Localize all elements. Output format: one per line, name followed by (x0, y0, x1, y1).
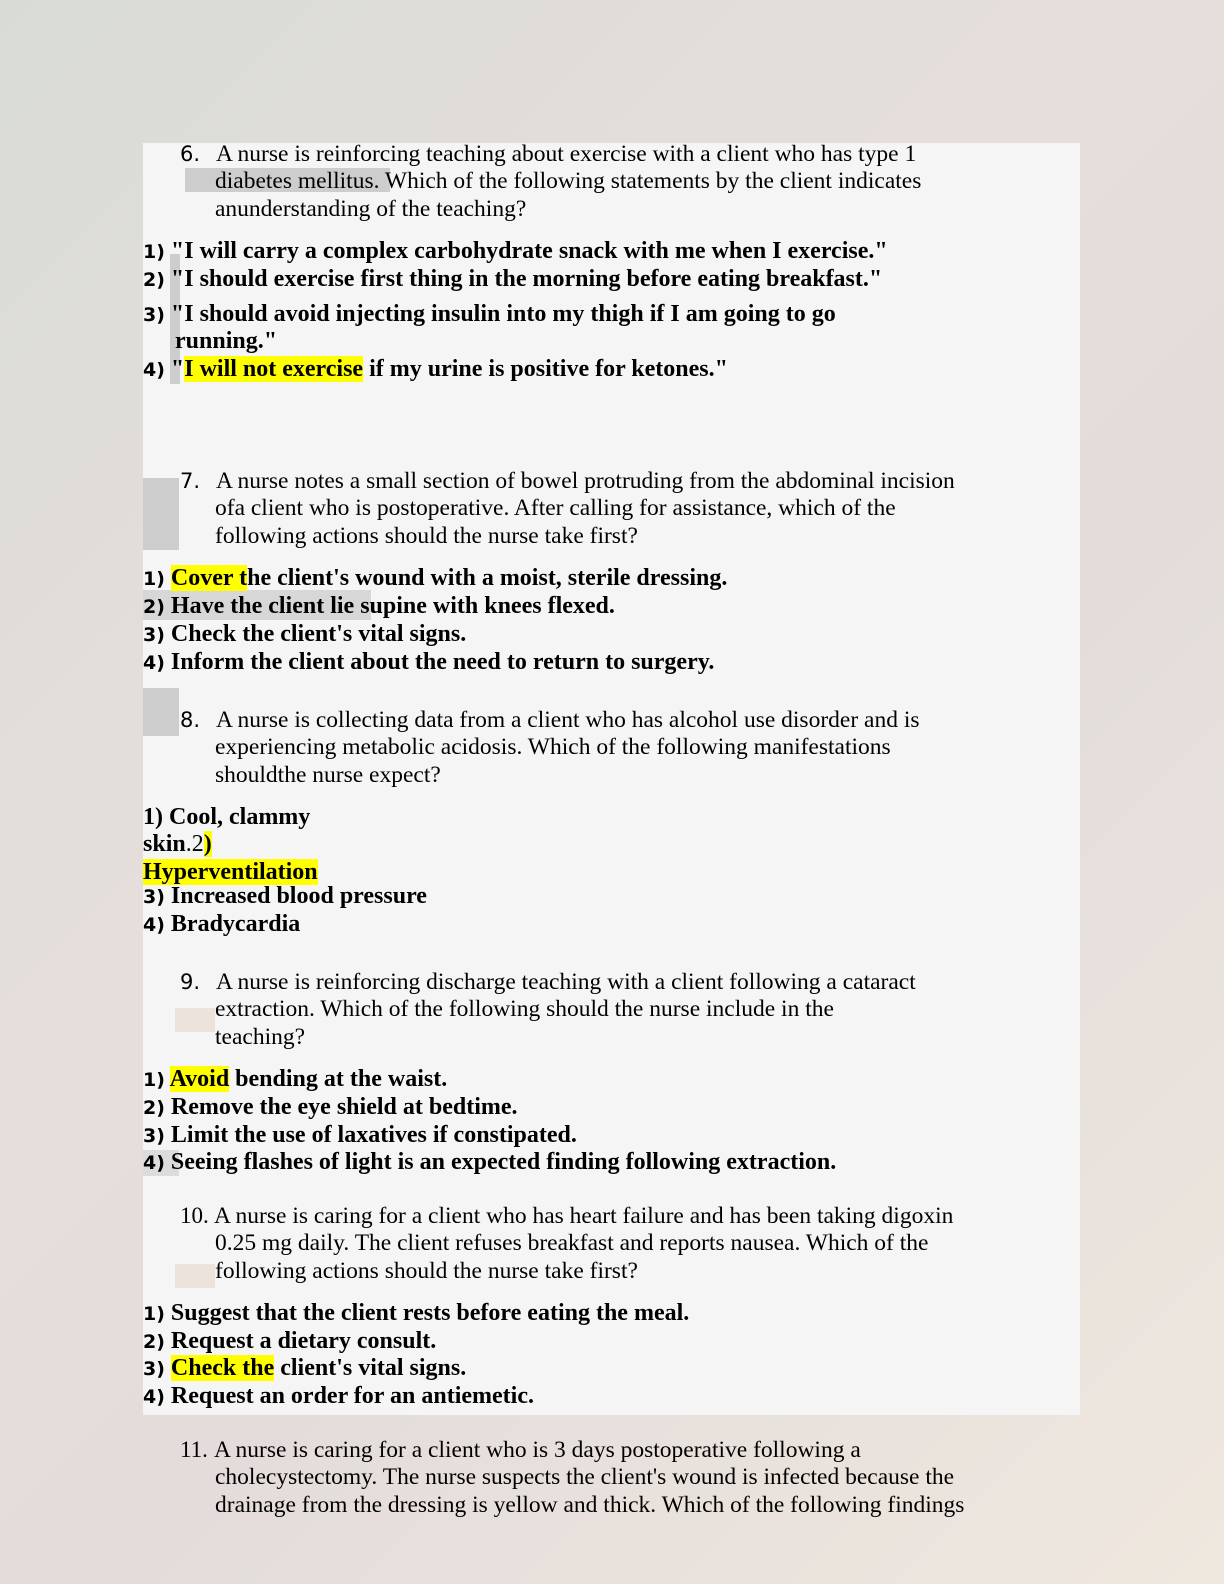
stem-line: teaching? (215, 1024, 306, 1050)
stem-line: A nurse is reinforcing teaching about exercise with a client who has type 1 (216, 141, 917, 167)
highlighted-text: Check the (170, 1355, 275, 1381)
answer-option[interactable]: 2) "I should exercise first thing in the morning before eating breakfast." (143, 266, 883, 292)
answer-option[interactable]: 4) Seeing flashes of light is an expected finding following extraction. (143, 1149, 837, 1175)
answer-option[interactable]: 1) Avoid bending at the waist. (143, 1066, 448, 1092)
scan-shade (175, 1008, 215, 1032)
stem-line: extraction. Which of the following should the nurse include in the (215, 996, 834, 1022)
answer-option[interactable]: 4) Request an order for an antiemetic. (143, 1383, 534, 1409)
stem-line: following actions should the nurse take first? (215, 1258, 638, 1284)
answer-option[interactable]: 2) Have the client lie supine with knees flexed. (143, 593, 615, 619)
highlighted-text: Avoid (169, 1066, 230, 1092)
scan-shade (175, 1264, 215, 1288)
question-number: 10. (180, 1203, 209, 1228)
answer-option[interactable]: 4) "I will not exercise if my urine is positive for ketones." (143, 356, 728, 382)
question-number: 9. (180, 970, 201, 994)
answer-option[interactable]: 4) Bradycardia (143, 911, 301, 937)
answer-option[interactable]: 1) Cover the client's wound with a moist, sterile dressing. (143, 565, 728, 591)
question-stem (180, 1202, 1060, 1230)
stem-line: following actions should the nurse take first? (215, 523, 638, 549)
stem-line: A nurse is reinforcing discharge teaching with a client following a cataract (216, 969, 916, 995)
stem-line: A nurse is collecting data from a client who has alcohol use disorder and is (216, 707, 920, 733)
question-number: 8. (180, 708, 201, 732)
answer-option[interactable]: 2) Remove the eye shield at bedtime. (143, 1094, 518, 1120)
question-stem (180, 140, 1060, 168)
highlighted-text: Cover t (170, 565, 248, 591)
stem-line: drainage from the dressing is yellow and thick. Which of the following findings (215, 1492, 965, 1518)
answer-option[interactable]: 1) "I will carry a complex carbohydrate snack with me when I exercise." (143, 238, 888, 264)
scan-shade (143, 478, 179, 550)
stem-line: shouldthe nurse expect? (215, 762, 441, 788)
stem-line: cholecystectomy. The nurse suspects the client's wound is infected because the (215, 1464, 955, 1490)
stem-line: anunderstanding of the teaching? (215, 196, 527, 222)
answer-option[interactable]: 3) "I should avoid injecting insulin into my thigh if I am going to go (143, 301, 836, 327)
highlighted-text: ) (203, 831, 212, 857)
answer-option[interactable]: 3) Limit the use of laxatives if constipated. (143, 1122, 577, 1148)
answer-option-continuation: running." (175, 328, 278, 354)
answer-option[interactable]: 2) Request a dietary consult. (143, 1328, 437, 1354)
stem-line: A nurse is caring for a client who is 3 days postoperative following a (214, 1437, 861, 1463)
question-number: 6. (180, 142, 201, 166)
question-stem (180, 1436, 1060, 1464)
stem-line: ofa client who is postoperative. After calling for assistance, which of the (215, 495, 896, 521)
answer-option[interactable]: 1) Suggest that the client rests before eating the meal. (143, 1300, 690, 1326)
question-stem (180, 968, 1060, 996)
question-stem (180, 706, 1060, 734)
question-stem (180, 467, 1060, 495)
scan-shade (143, 688, 179, 736)
question-number: 11. (180, 1437, 208, 1462)
highlighted-text: Hyperventilation (143, 859, 318, 885)
stem-line: 0.25 mg daily. The client refuses breakfast and reports nausea. Which of the (215, 1230, 929, 1256)
answer-option[interactable]: 3) Check the client's vital signs. (143, 1355, 467, 1381)
answer-option[interactable]: 3) Check the client's vital signs. (143, 621, 467, 647)
stem-line: A nurse notes a small section of bowel protruding from the abdominal incision (216, 468, 955, 494)
answer-option[interactable]: 1) Cool, clammy (143, 804, 311, 830)
answer-option[interactable]: 3) Increased blood pressure (143, 883, 427, 909)
highlighted-text: I will not exercise (184, 356, 364, 382)
stem-line: experiencing metabolic acidosis. Which of the following manifestations (215, 734, 891, 760)
stem-line: diabetes mellitus. Which of the following statements by the client indicates (215, 168, 922, 194)
question-number: 7. (180, 469, 201, 493)
answer-option[interactable]: 4) Inform the client about the need to return to surgery. (143, 649, 715, 675)
stem-line: A nurse is caring for a client who has heart failure and has been taking digoxin (214, 1203, 954, 1229)
answer-option-continuation[interactable]: skin.2) (143, 831, 212, 857)
